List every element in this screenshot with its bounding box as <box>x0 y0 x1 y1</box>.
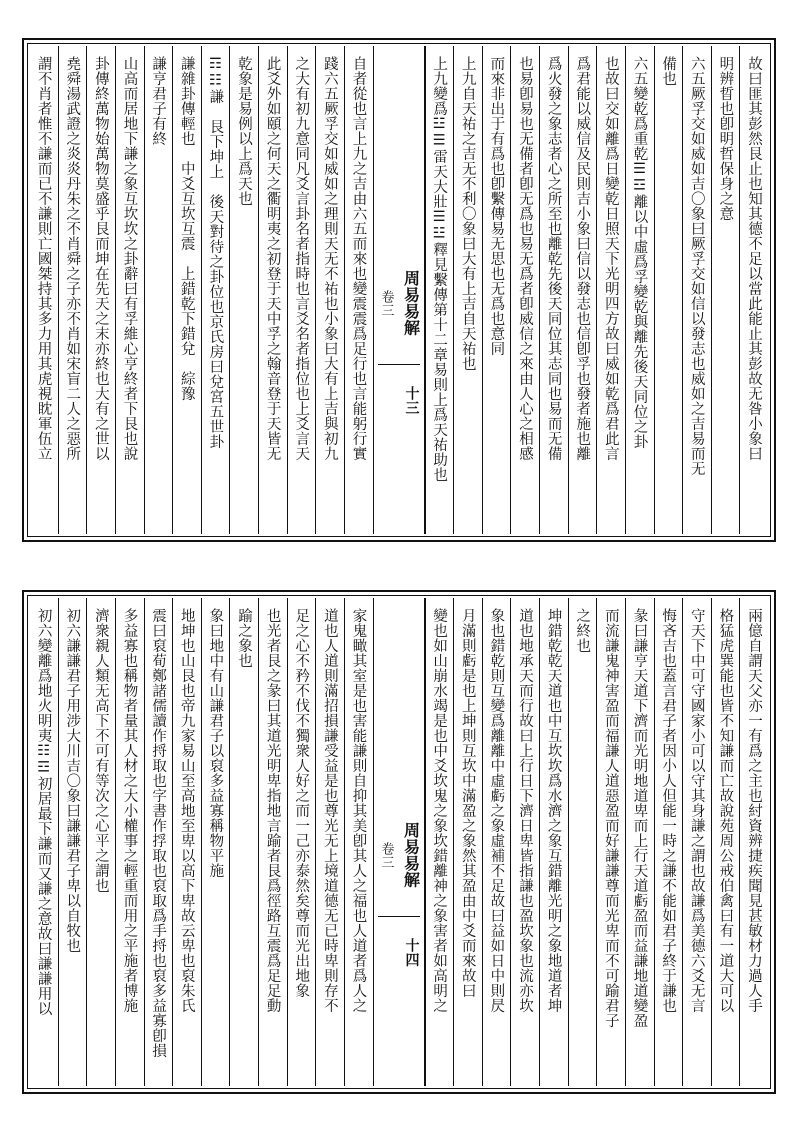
text-column: 初六謙謙君子用涉大川吉〇象曰謙謙君子卑以自牧也 <box>58 598 87 1086</box>
text-column: 象也錯乾則互變爲離離中虛虧之象虛補不足故曰益如日中則昃 <box>482 598 511 1086</box>
text-column: 踰之象也 <box>229 598 258 1086</box>
text-column: 足之心不矜不伐不獨衆人好之而一己亦泰然矣尊而光出地象 <box>287 598 316 1086</box>
text-column: 悔吝吉也蓋言君子者因小人但能一時之謙不能如君子終于謙也 <box>654 598 683 1086</box>
banner-rule <box>378 916 420 917</box>
text-column: 而流謙鬼神害盈而福謙人道惡盈而好謙謙尊而光卑而不可踰君子 <box>596 598 625 1086</box>
text-column: 初六變離爲地火明夷☷☲初居最下謙而又謙之意故曰謙謙用以 <box>35 608 52 1016</box>
text-column: 而來非出于有爲也卽繫傳易无思也无爲也意同 <box>482 46 511 534</box>
text-column: 也故曰交如離爲日變乾日照天下光明四方故曰威如乾爲君此言 <box>596 46 625 534</box>
text-column: 謙亨君子有終 <box>144 46 173 534</box>
text-column: 象曰地中有山謙君子以裒多益寡稱物平施 <box>201 598 230 1086</box>
volume-label: 卷三 <box>378 289 394 317</box>
text-column: 坤錯乾乾天道也中互坎坎爲水濟之象互錯離光明之象地道者坤 <box>539 598 568 1086</box>
text-column: 震曰裒荀鄭諸儒讀作捋取也字書作捊取也裒取爲手捋也裒多益寡卽損 <box>144 598 173 1086</box>
text-column: 明辨晢也卽明哲保身之意 <box>711 46 740 534</box>
text-column: 變也如山崩水竭是也中爻坎鬼之象坎錯離神之象害者如高明之 <box>425 598 454 1086</box>
top-page-columns <box>30 46 768 534</box>
text-column: 也光者艮之彖曰其道光明卑指地言踰者艮爲徑路互震爲足足動 <box>258 598 287 1086</box>
text-column: 兩億自謂天父亦一有爲之主也紂資辨捷疾聞見甚敏材力過人手 <box>739 598 768 1086</box>
text-column: 也易卽易也无備者卽无爲也易无爲者卽威信之來由人心之相感 <box>510 46 539 534</box>
text-column: 家鬼瞰其室是也害能謙則自抑其美卽其人之福也人道者爲人之 <box>344 598 373 1086</box>
text-column: 備也 <box>654 46 683 534</box>
page-number: 十四 <box>403 938 420 967</box>
text-column: 自者從也言上九之吉由六五而來也變震震爲足行也言能躬行實 <box>344 46 373 534</box>
text-column: 道也地承天而行故曰上行日下濟日卑皆指謙也盈坎象也流亦坎 <box>510 598 539 1086</box>
center-banner <box>373 598 425 1086</box>
text-column: 多益寡也稱物者量其人材之大小權事之輕重而用之平施者博施 <box>115 598 144 1086</box>
text-column: 踐六五厥孚交如威如之理則天无不祐也小象曰大有上吉與初九 <box>315 46 344 534</box>
book-title: 周易易解 <box>401 822 421 888</box>
text-column: 守天下中可守國家小可以守其身謙之謂也故謙爲美德六爻无言 <box>682 598 711 1086</box>
text-column: 此爻外如頤之何天之衢明夷之初登于天中孚之翰音登于天皆无 <box>258 46 287 534</box>
top-page-frame <box>22 38 776 542</box>
center-banner <box>373 46 425 534</box>
text-column: 上九自天祐之吉无不利〇象曰大有上吉自天祐也 <box>453 46 482 534</box>
text-column: ☶☷謙 艮下坤上 後天對待之卦位也京氏房曰兌宮五世卦 <box>201 46 230 534</box>
book-title: 周易易解 <box>401 270 421 336</box>
text-column: 格猛虎巽能也皆不知謙而亡故說苑周公戒伯禽曰有一道大可以 <box>711 598 740 1086</box>
text-column: 彖曰謙亨天道下濟而光明地道卑而上行天道虧盈而益謙地道變盈 <box>625 598 654 1086</box>
banner-rule <box>378 364 420 365</box>
text-column: 道也人道則滿招損謙受益是也尊光无上境道德无已時卑則存不 <box>315 598 344 1086</box>
volume-label: 卷三 <box>378 841 394 869</box>
text-column: 上九變爲☳☰雷天大壯☰☳釋見繫傳第十二章易則上爲天祐助也 <box>425 46 454 534</box>
text-column: 六五厥孚交如威如吉〇象曰厥孚交如信以發志也威如之吉易而无 <box>682 46 711 534</box>
text-column: 堯舜湯武證之炎炎丹朱之不肖舜之子亦不肖如宋盲二人之惡所 <box>58 46 87 534</box>
text-column: 月滿則虧是也上坤則互坎中滿盈之象然其盈由中爻而來故曰 <box>453 598 482 1086</box>
text-column: 山高而居地下謙之象互坎坎之卦辭曰有孚維心亨終者下艮也說 <box>115 46 144 534</box>
text-column: 謂不肖者惟不謙而已不謙則亡國桀持其多力用其虎視眈軍伍立 <box>35 56 52 461</box>
text-column: 六五變乾爲重乾☰☲離以中虛爲孚變乾與離先後天同位之卦 <box>625 46 654 534</box>
text-column: 爲火發之象志者心之所至也離乾先後天同位其志同也易而无備 <box>539 46 568 534</box>
bottom-page-frame <box>22 590 776 1094</box>
page-number: 十三 <box>403 386 420 415</box>
text-column: 之終也 <box>568 598 597 1086</box>
bottom-page-columns <box>30 598 768 1086</box>
text-column: 濟衆親人類无高下不可有等次之心平之謂也 <box>86 598 115 1086</box>
text-column: 卦傳終萬物始萬物莫盛乎艮而坤在先天之末亦終也大有之世以 <box>86 46 115 534</box>
text-column: 之大有初九意同凡爻言卦名者指時也言爻名者指位也上爻言天 <box>287 46 316 534</box>
text-column: 爲君能以威信及民則吉小象曰信以發志也信卽孚也發者施也離 <box>568 46 597 534</box>
text-column: 謙雜卦傳輕也 中爻互坎互震 上錯乾下錯兌 綜豫 <box>172 46 201 534</box>
text-column: 故曰匪其彭然艮止也知其德不足以當此能止其彭故无咎小象曰 <box>739 46 768 534</box>
text-column: 地坤也山艮也帝九家易山至高地至卑以高下卑故云卑也裒朱氏 <box>172 598 201 1086</box>
text-column: 乾象是易例以上爲天也 <box>229 46 258 534</box>
